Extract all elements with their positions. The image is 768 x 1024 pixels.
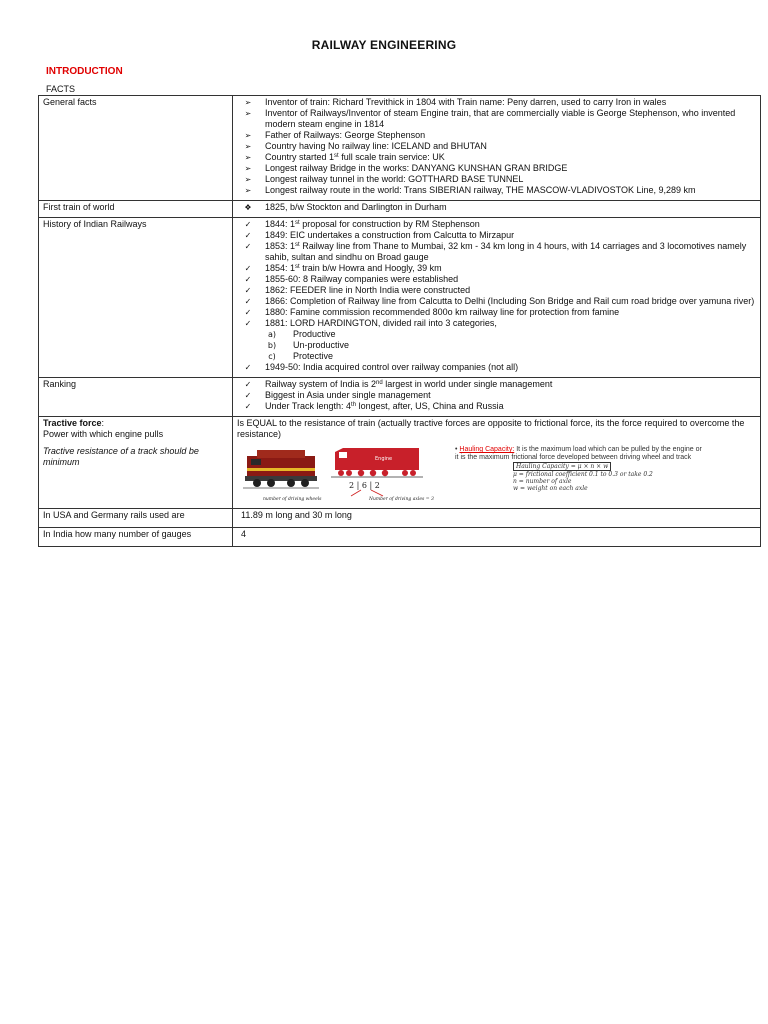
- list-marker: c): [268, 352, 276, 361]
- list-item: [237, 219, 756, 230]
- check-bullet-icon: ✓: [244, 308, 252, 317]
- list-item: [237, 202, 756, 213]
- row-label: General facts: [39, 96, 233, 201]
- hauling-formula: [513, 462, 705, 492]
- list-item-text: largest in world under single management: [382, 379, 553, 389]
- list-item-text: Biggest in Asia under single management: [265, 390, 431, 400]
- list-item-text: Longest railway tunnel in the world: GOTTHARD BASE TUNNEL: [265, 174, 524, 184]
- list-item-text: Longest railway route in the world: Trans SIBERIAN railway, THE MASCOW-VLADIVOSTOK Line, 9,289 km: [265, 185, 696, 195]
- formula-box: Hauling Capacity = μ × n × w: [513, 462, 611, 471]
- list-item: [265, 351, 756, 362]
- list-item-text: Inventor of train: Richard Trevithick in 1804 with Train name: Peny darren, used to carry Iron in wales: [265, 97, 667, 107]
- bullet-list: [237, 202, 756, 213]
- engine-schematic: [331, 448, 423, 477]
- list-item: [237, 318, 756, 362]
- hauling-capacity-note: [455, 446, 705, 492]
- list-item-text: 1862: FEEDER line in North India were constructed: [265, 285, 471, 295]
- list-item: [237, 241, 756, 263]
- facts-table: [38, 95, 761, 547]
- list-item: [237, 296, 756, 307]
- label-subtext: Power with which engine pulls: [43, 429, 164, 439]
- row-content: 4: [233, 528, 761, 547]
- train-illustration: [243, 446, 453, 502]
- ordinal-suffix: st: [295, 220, 300, 226]
- list-item-text: 1880: Famine commission recommended 800o km railway line for protection from famine: [265, 307, 620, 317]
- list-item: [265, 340, 756, 351]
- check-bullet-icon: ✓: [244, 319, 252, 328]
- list-marker: b): [267, 341, 277, 350]
- check-bullet-icon: ✓: [244, 402, 252, 411]
- check-bullet-icon: ✓: [244, 286, 252, 295]
- arrow-bullet-icon: ➢: [244, 175, 252, 184]
- list-item: [237, 274, 756, 285]
- list-item-text: 1844: 1: [265, 219, 296, 229]
- arrow-bullet-icon: ➢: [244, 131, 252, 140]
- list-item-text: 1949-50: India acquired control over railway companies (not all): [265, 362, 519, 372]
- label-note: Tractive resistance of a track should be minimum: [43, 446, 199, 467]
- label-colon: :: [101, 418, 105, 428]
- bullet-list: [237, 97, 756, 196]
- row-label: First train of world: [39, 201, 233, 218]
- list-item-text: 1853: 1: [265, 241, 296, 251]
- arrow-bullet-icon: ➢: [244, 164, 252, 173]
- list-item-text: Under Track length: 4: [265, 401, 352, 411]
- list-item: [237, 390, 756, 401]
- list-item: [237, 152, 756, 163]
- diamond-bullet-icon: ❖: [244, 203, 252, 212]
- list-item: [237, 108, 756, 130]
- list-marker: a): [267, 330, 277, 339]
- row-content: [233, 96, 761, 201]
- list-item: [237, 185, 756, 196]
- list-item: [237, 362, 756, 373]
- list-item-text: proposal for construction by RM Stephenson: [299, 219, 480, 229]
- ordinal-suffix: th: [351, 402, 357, 408]
- list-item-text: 1825, b/w Stockton and Darlington in Durham: [265, 202, 447, 212]
- check-bullet-icon: ✓: [244, 275, 252, 284]
- locomotive-photo: [243, 450, 319, 488]
- check-bullet-icon: ✓: [244, 264, 252, 273]
- list-item: [237, 141, 756, 152]
- engine-label: Engine: [375, 456, 393, 462]
- check-bullet-icon: ✓: [244, 363, 252, 372]
- row-label: In India how many number of gauges: [39, 528, 233, 547]
- check-bullet-icon: ✓: [244, 391, 252, 400]
- driving-wheels-label: number of driving wheels: [263, 497, 322, 502]
- table-row: [39, 378, 761, 417]
- table-row: [39, 218, 761, 378]
- row-label: History of Indian Railways: [39, 218, 233, 378]
- ordinal-suffix: nd: [376, 380, 383, 386]
- list-item-text: 1881: LORD HARDINGTON, divided rail into 3 categories,: [265, 318, 497, 328]
- arrow-bullet-icon: ➢: [244, 98, 252, 107]
- list-item: [237, 230, 756, 241]
- list-item: [237, 97, 756, 108]
- arrow-bullet-icon: ➢: [244, 109, 252, 118]
- row-content: [233, 378, 761, 417]
- list-item-text: Inventor of Railways/Inventor of steam Engine train, that are commercially viable is George Stephenson, who invented modern steam engine in 1814: [265, 108, 736, 129]
- wheel-arrangement: 2 | 6 | 2: [349, 481, 380, 490]
- list-item-text: Longest railway Bridge in the works: DANYANG KUNSHAN GRAN BRIDGE: [265, 163, 568, 173]
- list-item: [265, 329, 756, 340]
- arrow-bullet-icon: ➢: [244, 186, 252, 195]
- formula-term: n = number of axle: [513, 478, 572, 485]
- row-content: [233, 417, 761, 509]
- category-list: [265, 329, 756, 362]
- list-item-text: 1855-60: 8 Railway companies were established: [265, 274, 459, 284]
- subsection-heading: FACTS: [46, 84, 76, 94]
- list-item-text: full scale train service: UK: [338, 152, 445, 162]
- row-content: [233, 201, 761, 218]
- table-row: [39, 528, 761, 547]
- list-item-text: train b/w Howra and Hoogly, 39 km: [299, 263, 442, 273]
- row-label: Ranking: [39, 378, 233, 417]
- tractive-force-label: [43, 418, 228, 429]
- arrow-bullet-icon: ➢: [244, 153, 252, 162]
- row-text: Is EQUAL to the resistance of train (actually tractive forces are opposite to frictional force, its the force required to overcome the resistance): [237, 418, 745, 439]
- list-item-text: Un-productive: [293, 340, 350, 350]
- ordinal-suffix: st: [334, 153, 339, 159]
- bullet-list: [237, 219, 756, 373]
- list-item-text: Country started 1: [265, 152, 335, 162]
- arrow-bullet-icon: ➢: [244, 142, 252, 151]
- section-heading: INTRODUCTION: [46, 66, 123, 77]
- list-item-text: Country having No railway line: ICELAND and BHUTAN: [265, 141, 487, 151]
- ordinal-suffix: st: [295, 264, 300, 270]
- list-item: [237, 130, 756, 141]
- check-bullet-icon: ✓: [244, 297, 252, 306]
- ordinal-suffix: st: [295, 242, 300, 248]
- bullet-list: [237, 379, 756, 412]
- list-item-text: 1854: 1: [265, 263, 296, 273]
- check-bullet-icon: ✓: [244, 380, 252, 389]
- list-item-text: 1849: EIC undertakes a construction from Calcutta to Mirzapur: [265, 230, 515, 240]
- driving-axles-label: Number of driving axles = 3: [369, 497, 434, 502]
- table-row: [39, 509, 761, 528]
- list-item-text: Railway line from Thane to Mumbai, 32 km - 34 km long in 4 hours, with 14 carriages and 3 locomotives namely sahib, sultan and sindhu on Broad gauge: [265, 241, 747, 262]
- list-item: [237, 307, 756, 318]
- row-label: In USA and Germany rails used are: [39, 509, 233, 528]
- check-bullet-icon: ✓: [244, 220, 252, 229]
- row-content: [233, 218, 761, 378]
- document-title: RAILWAY ENGINEERING: [311, 38, 457, 52]
- hauling-text: It is the maximum load which can be pulled by the engine or it is the maximum frictional force developed between driving wheel and track: [455, 446, 702, 461]
- check-bullet-icon: ✓: [244, 231, 252, 240]
- list-item: [237, 379, 756, 390]
- list-item-text: Railway system of India is 2: [265, 379, 377, 389]
- list-item-text: Productive: [293, 329, 336, 339]
- hauling-heading: Hauling Capacity:: [459, 446, 515, 453]
- list-item: [237, 163, 756, 174]
- tractive-figure: [237, 446, 756, 504]
- table-row: [39, 417, 761, 509]
- table-row: [39, 201, 761, 218]
- label-heading: Tractive force: [43, 418, 102, 428]
- list-item-text: Father of Railways: George Stephenson: [265, 130, 426, 140]
- list-item-text: 1866: Completion of Railway line from Calcutta to Delhi (Including Son Bridge and Rail cum road bridge over yamuna river): [265, 296, 755, 306]
- row-label: [39, 417, 233, 509]
- hauling-definition: • Hauling Capacity: It is the maximum load which can be pulled by the engine or it is the maximum frictional force developed between driving wheel and track: [455, 446, 702, 461]
- table-row: [39, 96, 761, 201]
- row-content: 11.89 m long and 30 m long: [233, 509, 761, 528]
- check-bullet-icon: ✓: [244, 242, 252, 251]
- list-item: [237, 263, 756, 274]
- formula-term: μ = frictional coefficient 0.1 to 0.3 or take 0.2: [513, 471, 653, 478]
- list-item-text: Protective: [293, 351, 334, 361]
- formula-term: w = weight on each axle: [513, 485, 588, 492]
- list-item: [237, 174, 756, 185]
- list-item-text: longest, after, US, China and Russia: [356, 401, 504, 411]
- list-item: [237, 285, 756, 296]
- list-item: [237, 401, 756, 412]
